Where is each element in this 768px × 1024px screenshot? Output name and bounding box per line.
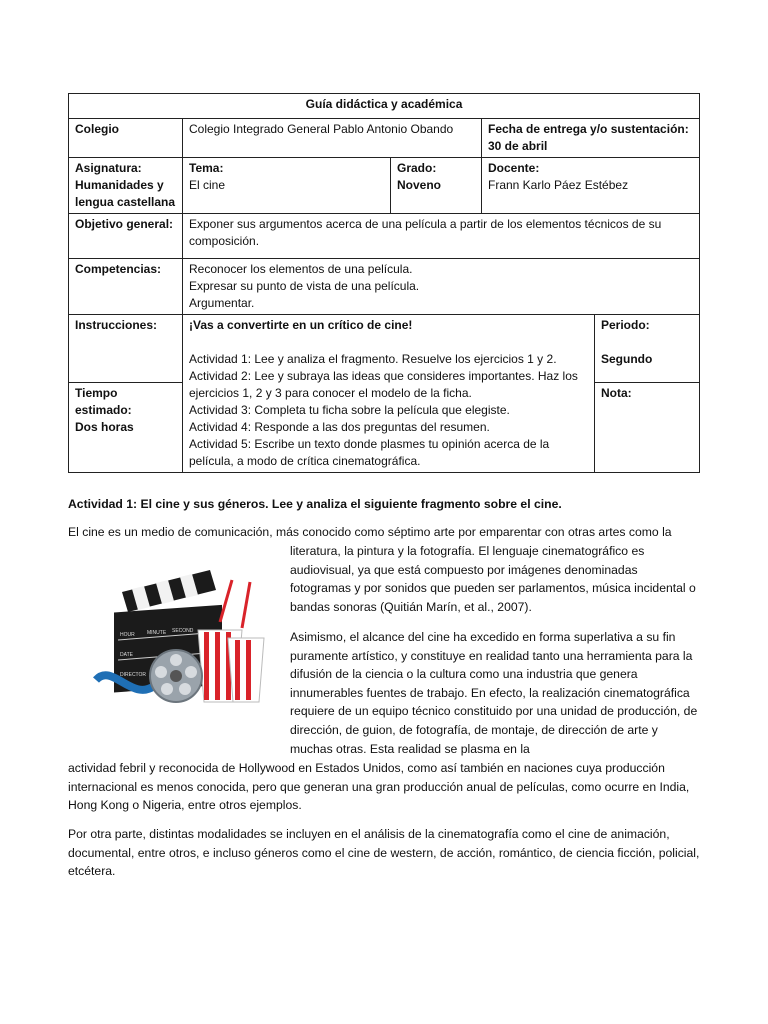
actividad-item: Actividad 5: Escribe un texto donde plasmes tu opinión acerca de la película, a modo de crítica cinematográfica.	[189, 437, 550, 468]
table-row-objetivo	[69, 214, 700, 259]
colegio-label: Colegio	[69, 119, 183, 158]
grado-value: Noveno	[397, 178, 442, 192]
actividad-item: Actividad 2: Lee y subraya las ideas que consideres importantes. Haz los ejercicios 1, 2 y 3 para conocer el modelo de la ficha.	[189, 369, 578, 400]
tema-value: El cine	[189, 178, 226, 192]
clapper-label: DATE	[120, 652, 133, 658]
competencias-label: Competencias:	[69, 259, 183, 315]
asignatura-cell	[69, 158, 183, 214]
nota-label: Nota:	[595, 383, 700, 473]
table-title: Guía didáctica y académica	[69, 94, 700, 119]
actividad-item: Actividad 3: Completa tu ficha sobre la película que elegiste.	[189, 403, 510, 417]
asignatura-value: Humanidades y lengua castellana	[75, 178, 176, 209]
paragraph-1-first-line: El cine es un medio de comunicación, más conocido como séptimo arte por emparentar con otras artes como la	[68, 525, 672, 539]
fecha-label: Fecha de entrega y/o sustentación: 30 de abril	[482, 119, 700, 158]
paragraph-2-full-width: actividad febril y reconocida de Hollywood en Estados Unidos, como así también en naciones cuya producción internacional es menos conocida, pero que generan una gran producción anual de películas, como ocurre en India, Hong Kong o Nigeria, entre otros ejemplos.	[68, 761, 690, 813]
actividad-item: Actividad 1: Lee y analiza el fragmento. Resuelve los ejercicios 1 y 2.	[189, 352, 557, 366]
tiempo-cell	[69, 383, 183, 473]
docente-label: Docente:	[488, 161, 540, 175]
docente-cell	[482, 158, 700, 214]
grado-label: Grado:	[397, 161, 437, 175]
periodo-cell	[595, 315, 700, 383]
instrucciones-content	[183, 315, 595, 473]
clapper-label: DIRECTOR	[120, 672, 147, 678]
clapper-label: SECOND	[172, 628, 194, 634]
clapper-label: MINUTE	[147, 630, 167, 636]
tiempo-label: Tiempo estimado:	[75, 386, 132, 417]
tema-label: Tema:	[189, 161, 224, 175]
paragraph-1-rest: literatura, la pintura y la fotografía. El lenguaje cinematográfico es audiovisual, ya que está compuesto por imágenes denominadas fotogramas y por sonidos que pueden ser parlamentos, música incidental o bandas sonoras (Quitián Marín, et al., 2007).	[290, 544, 696, 614]
competencia-item: Argumentar.	[189, 296, 255, 310]
competencia-item: Reconocer los elementos de una película.	[189, 262, 413, 276]
competencias-list	[183, 259, 700, 315]
colegio-value: Colegio Integrado General Pablo Antonio Obando	[183, 119, 482, 158]
periodo-label: Periodo:	[601, 318, 650, 332]
paragraph-2-wrapped: Asimismo, el alcance del cine ha excedido en forma superlativa a su fin puramente artístico, y constituye en realidad tanto una herramienta para la difusión de la ciencia o la cultura como una industria que genera innumerables fuentes de trabajo. En efecto, la realización cinematográfica requiere de un equipo técnico constituido por una unidad de producción, de dirección, de guion, de fotografía, de montaje, de dirección de arte y muchas otras. Esta realidad se plasma en la	[290, 630, 698, 756]
table-row-instrucciones	[69, 315, 700, 383]
guide-table	[68, 93, 700, 473]
actividad-1-heading: Actividad 1: El cine y sus géneros. Lee y analiza el siguiente fragmento sobre el cine.	[68, 497, 562, 511]
objetivo-value: Exponer sus argumentos acerca de una película a partir de los elementos técnicos de su composición.	[183, 214, 700, 259]
section-heading	[68, 495, 700, 514]
periodo-value: Segundo	[601, 352, 653, 366]
instrucciones-label: Instrucciones:	[69, 315, 183, 383]
asignatura-label: Asignatura:	[75, 161, 142, 175]
actividad-item: Actividad 4: Responde a las dos preguntas del resumen.	[189, 420, 490, 434]
table-row-title	[69, 94, 700, 119]
table-row-colegio	[69, 119, 700, 158]
table-row-asignatura	[69, 158, 700, 214]
clapper-label: HOUR	[120, 632, 135, 638]
paragraph-3: Por otra parte, distintas modalidades se incluyen en el análisis de la cinematografía como el cine de animación, documental, entre otros, e incluso géneros como el cine de western, de acción, romántico, de ciencia ficción, policial, etcétera.	[68, 827, 700, 879]
grado-cell	[391, 158, 482, 214]
competencia-item: Expresar su punto de vista de una película.	[189, 279, 420, 293]
objetivo-label: Objetivo general:	[69, 214, 183, 259]
tiempo-value: Dos horas	[75, 420, 134, 434]
tema-cell	[183, 158, 391, 214]
popcorn-cups-icon	[198, 580, 264, 702]
table-row-competencias	[69, 259, 700, 315]
instrucciones-head: ¡Vas a convertirte en un crítico de cine!	[189, 318, 413, 332]
docente-value: Frann Karlo Páez Estébez	[488, 178, 629, 192]
cinema-clapperboard-image	[92, 552, 268, 712]
